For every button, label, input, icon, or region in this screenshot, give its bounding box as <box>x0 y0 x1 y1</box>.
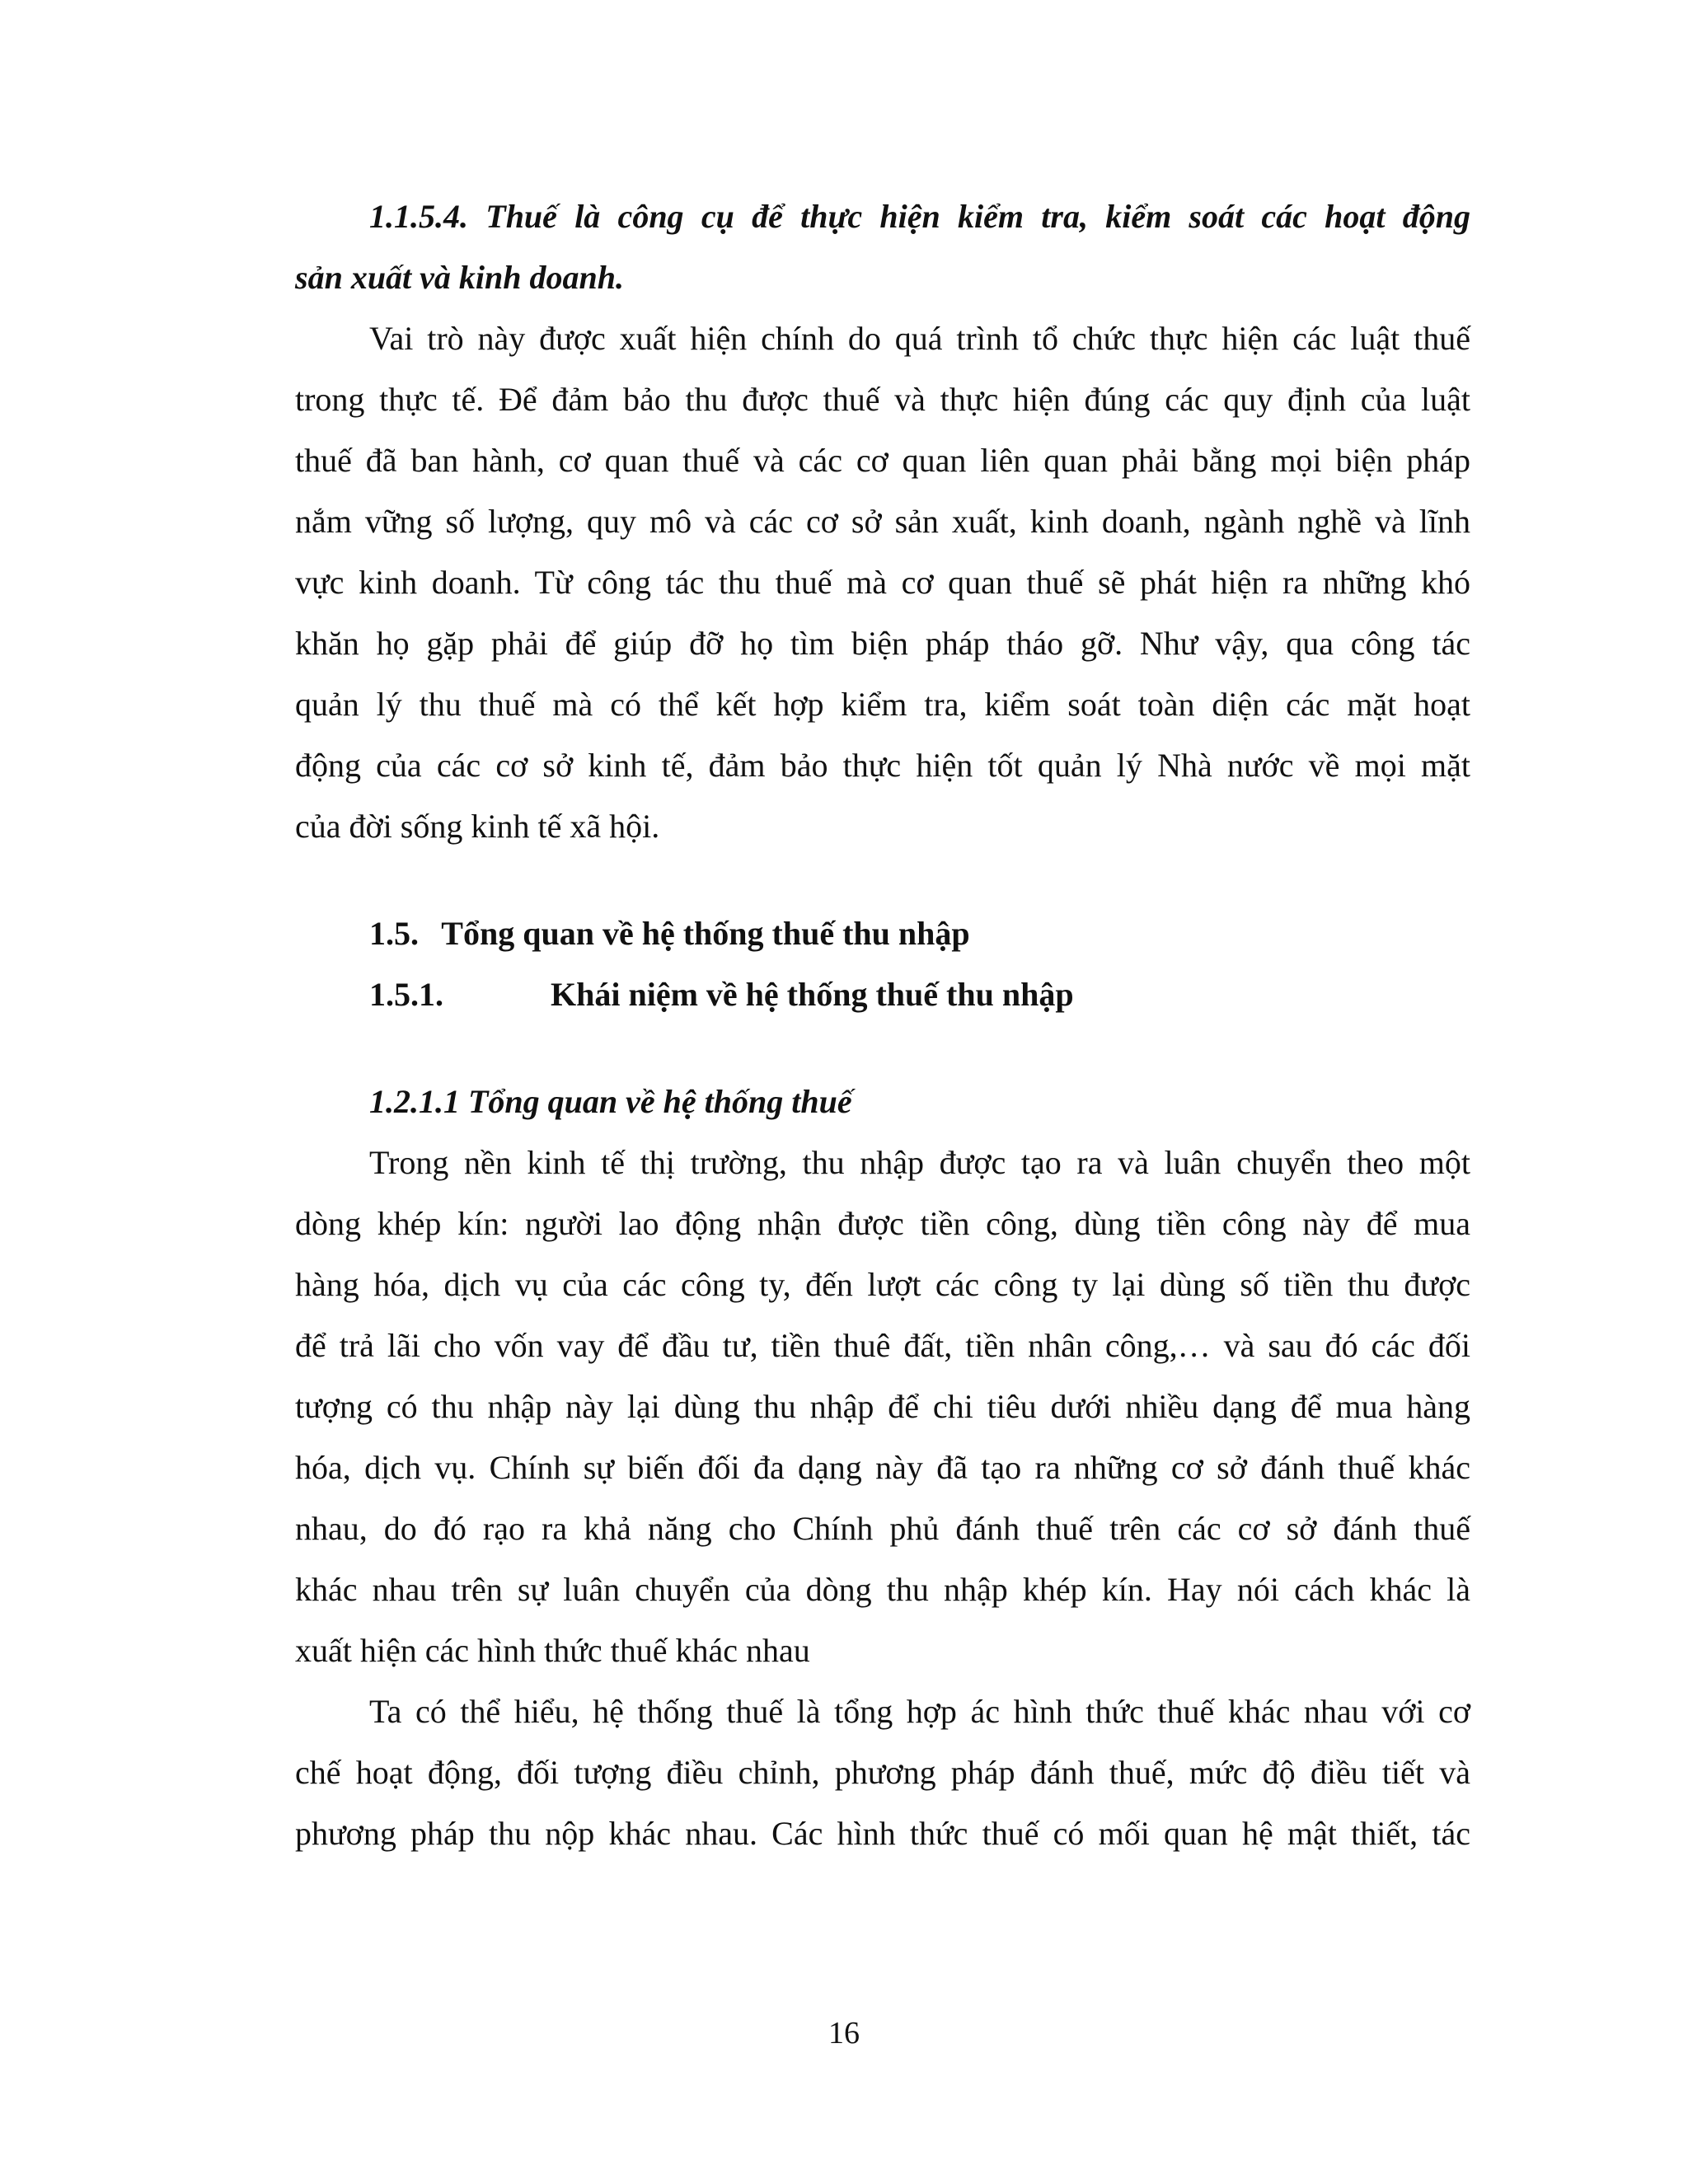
page-number: 16 <box>828 2016 860 2050</box>
paragraph-line: dòng khép kín: người lao động nhận được tiền công, dùng tiền công này để mua <box>295 1205 1470 1242</box>
section-title-line: 1.1.5.4. Thuế là công cụ để thực hiện kiểm tra, kiểm soát các hoạt động <box>369 198 1470 235</box>
paragraph-line: của đời sống kinh tế xã hội. <box>295 808 660 845</box>
paragraph-line: nhau, do đó rạo ra khả năng cho Chính phủ đánh thuế trên các cơ sở đánh thuế <box>295 1510 1470 1547</box>
heading-text: Khái niệm về hệ thống thuế thu nhập <box>551 976 1074 1013</box>
paragraph-income-flow <box>295 1132 1470 1681</box>
section-title-line: sản xuất và kinh doanh. <box>295 259 625 296</box>
paragraph-line: hóa, dịch vụ. Chính sự biến đối đa dạng này đã tạo ra những cơ sở đánh thuế khác <box>295 1449 1470 1486</box>
paragraph-line: Ta có thể hiểu, hệ thống thuế là tổng hợp ác hình thức thuế khác nhau với cơ <box>369 1693 1470 1730</box>
page-content <box>295 186 1470 1864</box>
paragraph-tax-system-definition <box>295 1681 1470 1864</box>
paragraph-line: hàng hóa, dịch vụ của các công ty, đến lượt các công ty lại dùng số tiền thu được <box>295 1266 1470 1303</box>
heading-number: 1.5.1. <box>369 976 443 1013</box>
paragraph-line: để trả lãi cho vốn vay để đầu tư, tiền thuê đất, tiền nhân công,… và sau đó các đối <box>295 1327 1470 1364</box>
paragraph-line: nắm vững số lượng, quy mô và các cơ sở sản xuất, kinh doanh, ngành nghề và lĩnh <box>295 503 1470 540</box>
paragraph-role-of-tax <box>295 308 1470 857</box>
paragraph-line: Trong nền kinh tế thị trường, thu nhập được tạo ra và luân chuyển theo một <box>369 1144 1470 1181</box>
paragraph-line: xuất hiện các hình thức thuế khác nhau <box>295 1632 810 1669</box>
paragraph-line: khăn họ gặp phải để giúp đỡ họ tìm biện pháp tháo gỡ. Như vậy, qua công tác <box>295 625 1470 662</box>
paragraph-line: thuế đã ban hành, cơ quan thuế và các cơ quan liên quan phải bằng mọi biện pháp <box>295 442 1470 479</box>
heading-text: Tổng quan về hệ thống thuế thu nhập <box>441 915 970 952</box>
paragraph-line: tượng có thu nhập này lại dùng thu nhập để chi tiêu dưới nhiều dạng để mua hàng <box>295 1388 1470 1425</box>
heading-1-5 <box>295 903 1470 964</box>
paragraph-line: vực kinh doanh. Từ công tác thu thuế mà cơ quan thuế sẽ phát hiện ra những khó <box>295 564 1470 601</box>
section-title-1-1-5-4 <box>295 186 1470 308</box>
paragraph-line: Vai trò này được xuất hiện chính do quá trình tổ chức thực hiện các luật thuế <box>369 320 1470 357</box>
section-title-1-2-1-1: 1.2.1.1 Tổng quan về hệ thống thuế <box>369 1083 852 1120</box>
paragraph-line: khác nhau trên sự luân chuyển của dòng thu nhập khép kín. Hay nói cách khác là <box>295 1571 1470 1608</box>
paragraph-line: động của các cơ sở kinh tế, đảm bảo thực hiện tốt quản lý Nhà nước về mọi mặt <box>295 747 1470 784</box>
paragraph-line: phương pháp thu nộp khác nhau. Các hình thức thuế có mối quan hệ mật thiết, tác <box>295 1815 1470 1852</box>
paragraph-line: quản lý thu thuế mà có thể kết hợp kiểm tra, kiểm soát toàn diện các mặt hoạt <box>295 686 1470 723</box>
heading-number: 1.5. <box>369 915 419 952</box>
paragraph-line: chế hoạt động, đối tượng điều chỉnh, phương pháp đánh thuế, mức độ điều tiết và <box>295 1754 1470 1791</box>
heading-1-5-1 <box>295 964 1470 1025</box>
paragraph-line: trong thực tế. Để đảm bảo thu được thuế và thực hiện đúng các quy định của luật <box>295 381 1470 418</box>
